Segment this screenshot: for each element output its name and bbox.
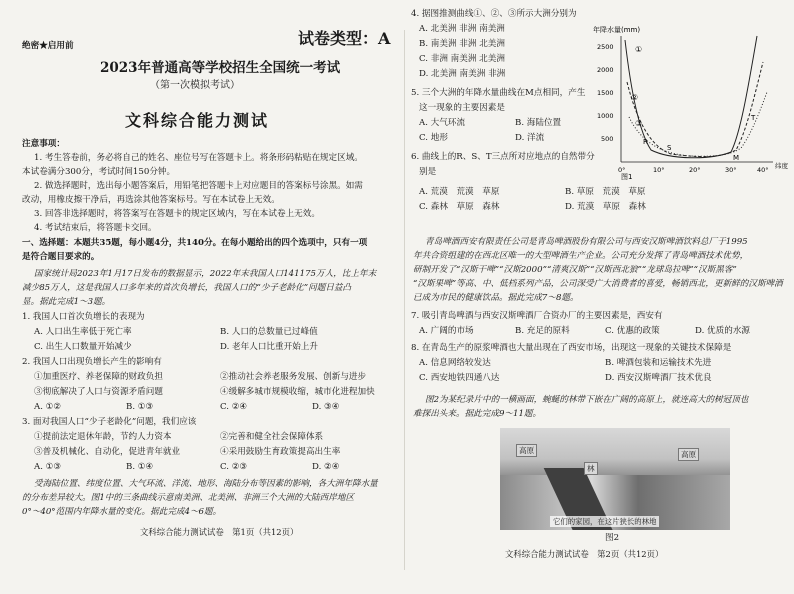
passage-line: 0°～40°范围内年降水量的变化。据此完成4～6题。 [22,507,222,517]
fig1-xtick: 0° [618,166,626,174]
option[interactable]: C. 出生人口数量开始减少 [34,342,132,352]
question-stem: 4. 据图推测曲线①、②、③所示大洲分别为 [411,9,577,19]
fig1-point-label: R [643,138,648,146]
option[interactable]: C. 优惠的政策 [605,326,660,336]
option[interactable]: B. 人口的总数量已过峰值 [220,327,318,337]
option[interactable]: D. 西安汉斯啤酒厂技术优良 [605,373,712,383]
fig1-curve-label: ① [635,45,643,54]
photo-tag-plateau-left: 高原 [516,444,537,457]
option[interactable]: D. ③④ [312,402,340,412]
passage-line: 显。据此完成1～3题。 [22,297,111,307]
fig1-point-label: T [751,114,756,122]
fig1-ytick: 2000 [597,66,614,74]
page-footer: 文科综合能力测试试卷 第1页（共12页） [140,527,299,537]
notice-heading: 注意事项： [22,139,65,149]
option[interactable]: D. 老年人口比重开始上升 [220,342,318,352]
statement: ①提前法定退休年龄，节约人力资本 [34,432,172,442]
option[interactable]: B. ①④ [126,462,154,472]
passage-line: 年共合资组建的在西北区唯一的大型啤酒生产企业。公司充分发挥了青岛啤酒技术优势， [413,251,749,261]
option[interactable]: C. 森林 草原 森林 [419,202,500,212]
statement: ①加重医疗、养老保障的财政负担 [34,372,163,382]
passage-line: “汉斯果啤”等高、中、低档系列产品，公司深受广大消费者的喜爱，畅销西北，更新鲜的汉斯啤酒 [413,279,783,289]
notice-line: 2. 做选择题时，选出每小题答案后，用铅笔把答题卡上对应题目的答案标号涂黑。如需 [34,181,363,191]
option[interactable]: D. 北美洲 南美洲 非洲 [419,69,506,79]
photo-tag-plateau-right: 高原 [678,448,699,461]
option[interactable]: D. 优质的水源 [695,326,751,336]
exam-title: 2023年普通高等学校招生全国统一考试 [100,60,341,76]
notice-line: 改动，用橡皮擦干净后，再选涂其他答案标号。写在本试卷上无效。 [22,195,280,205]
fig1-caption: 图1 [621,173,633,180]
option[interactable]: C. ②③ [220,462,248,472]
passage-line: 减少85万人，这是我国人口多年来的首次负增长，我国人口的“少子老龄化”问题日益凸 [22,283,352,293]
photo-caption: 它们的家园，在这片狭长的林地 [550,516,659,527]
page-footer: 文科综合能力测试试卷 第2页（共12页） [505,549,664,559]
statement: ④采用鼓励生育政策提高出生率 [220,447,341,457]
fig1-ytick: 500 [601,135,614,143]
question-stem: 3. 面对我国人口“少子老龄化”问题，我们应该 [22,417,197,427]
notice-line: 4. 考试结束后，将答题卡交回。 [34,223,157,233]
fig1-point-label: S [667,144,672,152]
option[interactable]: B. 南美洲 非洲 北美洲 [419,39,505,49]
fig1-ytick: 2500 [597,43,614,51]
statement: ④缓解多城市规模收缩，城市化进程加快 [220,387,375,397]
page-right [405,0,794,594]
question-stem: 8. 在青岛生产的原浆啤酒也大量出现在了西安市场，出现这一现象的关键技术保障是 [411,343,732,353]
passage-line: 国家统计局2023年1月17日发布的数据显示，2022年末我国人口141175万人，比上年末 [34,269,377,279]
statement: ③彻底解决了人口与资源矛盾问题 [34,387,163,397]
fig1-ylabel: 年降水量(mm) [593,26,641,34]
option[interactable]: D. 洋流 [515,133,545,143]
passage-line: 研制开发了“汉斯干啤”“汉斯2000”“清爽汉斯”“汉斯西北狼”“龙球岛拉啤”“汉斯黑客” [413,265,737,275]
option[interactable]: A. 广阔的市场 [419,326,474,336]
option[interactable]: C. 非洲 南美洲 北美洲 [419,54,505,64]
question-stem: 1. 我国人口首次负增长的表现为 [22,312,145,322]
fig1-xtick: 10° [653,166,665,174]
option[interactable]: D. 荒漠 草原 森林 [565,202,646,212]
option[interactable]: B. 充足的原料 [515,326,570,336]
notice-line: 1. 考生答卷前，务必将自己的姓名、座位号写在答题卡上。将条形码粘贴在规定区域。 [34,153,363,163]
option[interactable]: B. 草原 荒漠 草原 [565,187,646,197]
passage-line: 青岛啤酒西安有限责任公司是青岛啤酒股份有限公司与西安汉斯啤酒饮料总厂于1995 [425,237,748,247]
option[interactable]: C. ②④ [220,402,248,412]
passage-line: 受海陆位置、纬度位置、大气环流、洋流、地形、海陆分布等因素的影响，各大洲年降水量 [34,479,378,489]
fig1-point-label: M [733,154,740,162]
exam-subtitle: （第一次模拟考试） [150,80,240,91]
question-stem: 7. 吸引青岛啤酒与西安汉斯啤酒厂合资办厂的主要因素是，西安有 [411,311,663,321]
question-stem: 别是 [419,167,437,177]
fig1-ytick: 1000 [597,112,614,120]
fig1-curve-label: ② [631,93,639,102]
passage-line: 难探出头来。据此完成9～11题。 [413,409,542,419]
question-stem: 这一现象的主要因素是 [419,103,505,113]
option[interactable]: A. 荒漠 荒漠 草原 [419,187,500,197]
option[interactable]: D. ②④ [312,462,340,472]
passage-line: 图2为某纪录片中的一横画面，蜿蜒的林带下嵌在广阔的高原上，就连高大的树冠顶也 [425,395,749,405]
figure-2-label: 图2 [605,533,620,543]
question-stem: 2. 我国人口出现负增长产生的影响有 [22,357,162,367]
question-stem: 5. 三个大洲的年降水量曲线在M点相同，产生 [411,88,586,98]
confidential-mark: 绝密★启用前 [22,41,74,51]
fig1-xlabel: 纬度 [775,162,788,170]
fig1-xtick: 30° [725,166,737,174]
option[interactable]: B. ①③ [126,402,154,412]
option[interactable]: B. 啤酒包装和运输技术先进 [605,358,712,368]
option[interactable]: B. 海陆位置 [515,118,562,128]
statement: ②完善和健全社会保障体系 [220,432,324,442]
option[interactable]: A. ①② [34,402,62,412]
fig1-xtick: 20° [689,166,701,174]
passage-line: 的分布差异较大。图1中的三条曲线示意南美洲、北美洲、非洲三个大洲的大陆西岸地区 [22,493,355,503]
notice-line: 本试卷满分300分，考试时间150分钟。 [22,167,176,177]
option[interactable]: A. 北美洲 非洲 南美洲 [419,24,505,34]
option[interactable]: A. ①③ [34,462,62,472]
notice-line: 3. 回答非选择题时，将答案写在答题卡的规定区域内，写在本试卷上无效。 [34,209,320,219]
figure-2-photo [500,428,730,530]
option[interactable]: C. 西安地铁四通八达 [419,373,500,383]
fig1-xtick: 40° [757,166,769,174]
option[interactable]: A. 人口出生率低于死亡率 [34,327,132,337]
statement: ③普及机械化、自动化，促进青年就业 [34,447,181,457]
paper-type: 试卷类型：A [298,29,391,48]
statement: ②推动社会养老服务发展、创新与进步 [220,372,367,382]
option[interactable]: C. 地形 [419,133,448,143]
option[interactable]: A. 信息网络较发达 [419,358,491,368]
section-heading: 是符合题目要求的。 [22,252,100,262]
figure-1-chart [591,22,791,180]
fig1-curve-label: ③ [635,119,643,128]
passage-line: 已成为市民的健康饮品。据此完成7～8题。 [413,293,579,303]
question-stem: 6. 曲线上的R、S、T三点所对应地点的自然带分 [411,152,595,162]
section-heading: 一、选择题：本题共35题，每小题4分，共140分。在每小题给出的四个选项中，只有一项 [22,238,368,248]
fig1-ytick: 1500 [597,89,614,97]
photo-tag-forest: 林 [584,462,598,475]
option[interactable]: A. 大气环流 [419,118,466,128]
subject-title: 文科综合能力测试 [125,111,270,130]
